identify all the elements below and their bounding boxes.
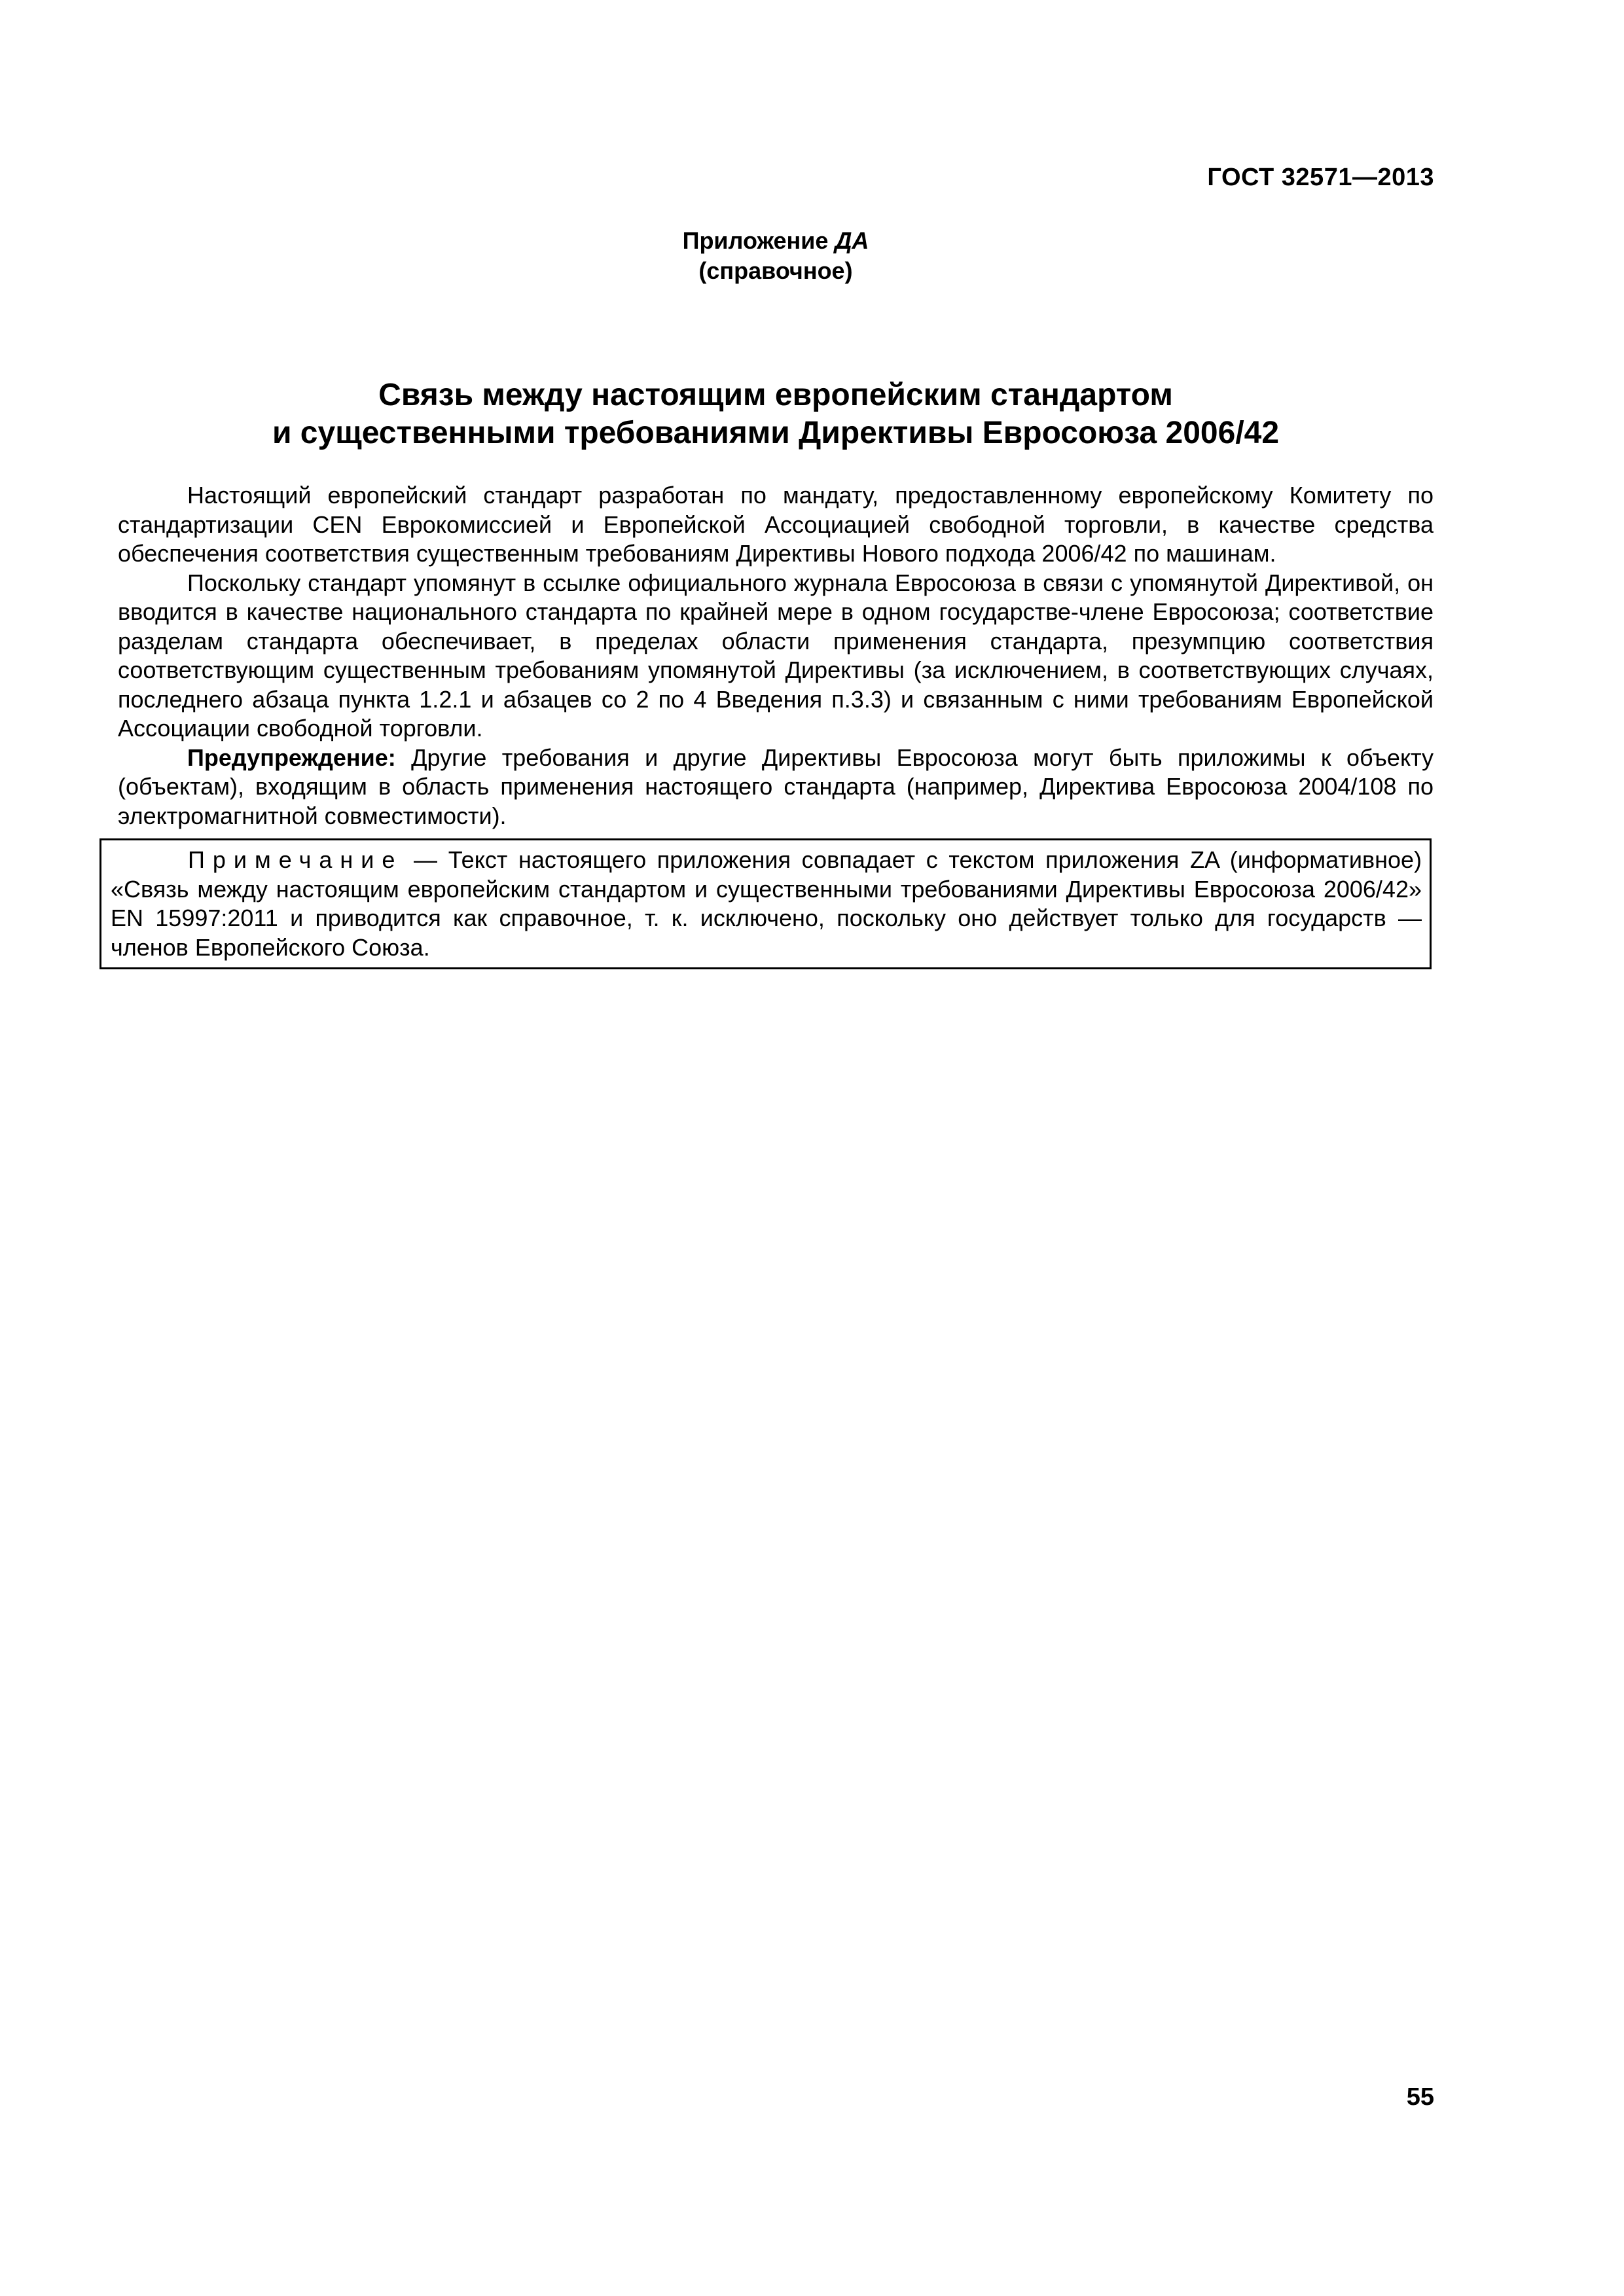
page-number: 55 [1406,2083,1434,2111]
note-label: Примечание [188,846,403,873]
page-title [0,376,1551,452]
paragraph-2: Поскольку стандарт упомянут в ссылке официального журнала Евросоюза в связи с упомянутой Директивой, он вводится в качестве национального стандарта по крайней мере в одном государстве-члене Евросоюза; соответствие разделам стандарта обеспечивает, в пределах области применения стандарта, презумпцию соответствия соответствующим существенным требованиям упомянутой Директивы (за исключением, в соответствующих случаях, последнего абзаца пункта 1.2.1 и абзацев со 2 по 4 Введения п.3.3) и связанным с ними требованиям Европейской Ассоциации свободной торговли. [118,569,1434,742]
title-line-1: Связь между настоящим европейским стандартом [378,378,1173,412]
annex-heading [0,226,1551,286]
note-text: — Текст настоящего приложения совпадает с текстом приложения ZA (информативное) «Связь между настоящим европейским стандартом и существенными требованиями Директивы Евросоюза 2006/42» EN 15997:2011 и приводится как справочное, т. к. исключено, поскольку оно действует только для государств — членов Европейского Союза. [111,846,1422,961]
paragraph-1: Настоящий европейский стандарт разработан по мандату, предоставленному европейскому Комитету по стандартизации CEN Еврокомиссией и Европейской Ассоциацией свободной торговли, в качестве средства обеспечения соответствия существенным требованиям Директивы Нового подхода 2006/42 по машинам. [118,482,1434,567]
standard-code: ГОСТ 32571—2013 [1207,164,1434,191]
warning-paragraph [118,744,1434,831]
body-text [118,481,1434,831]
note-box [99,838,1432,969]
note-paragraph [111,846,1422,962]
title-line-2: и существенными требованиями Директивы Евросоюза 2006/42 [272,416,1280,450]
warning-label: Предупреждение: [187,744,396,771]
annex-prefix: Приложение [682,227,835,254]
annex-id: ДА [835,227,869,254]
warning-text: Другие требования и другие Директивы Евросоюза могут быть приложимы к объекту (объектам), входящим в область применения настоящего стандарта (например, Директива Евросоюза 2004/108 по электромагнитной совместимости). [118,744,1434,829]
annex-status: (справочное) [698,257,853,284]
annex-title [0,226,1551,256]
